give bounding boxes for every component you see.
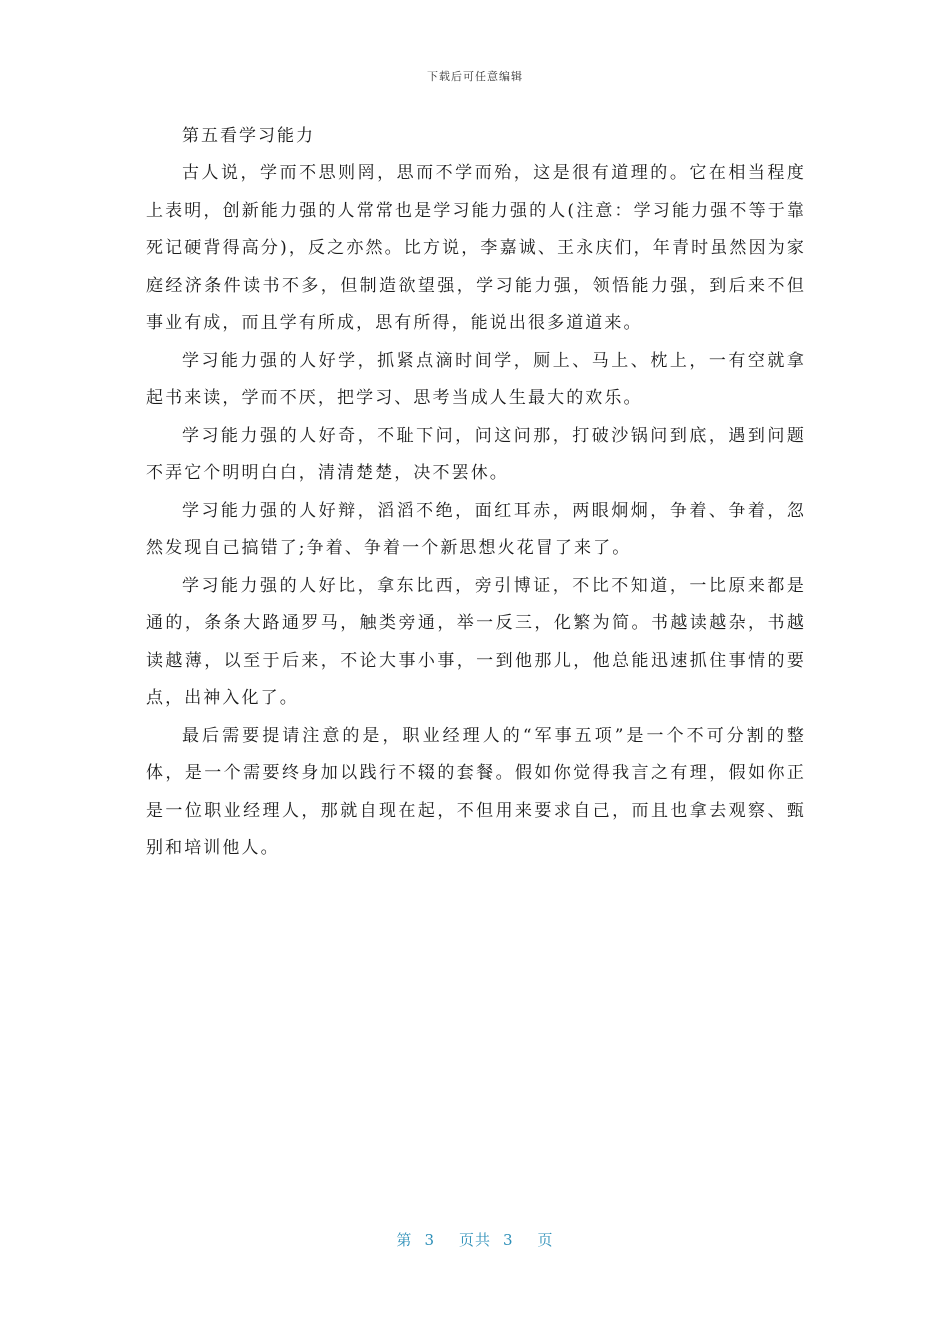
paragraph: 古人说，学而不思则罔，思而不学而殆，这是很有道理的。它在相当程度上表明，创新能力强的人常常也是学习能力强的人(注意：学习能力强不等于靠死记硬背得高分)，反之亦然。比方说，李嘉诚、王永庆们，年青时虽然因为家庭经济条件读书不多，但制造欲望强，学习能力强，领悟能力强，到后来不但事业有成，而且学有所成，思有所得，能说出很多道道来。 (146, 163, 806, 333)
paragraph: 学习能力强的人好辩，滔滔不绝，面红耳赤，两眼炯炯，争着、争着，忽然发现自己搞错了;争着、争着一个新思想火花冒了来了。 (146, 500, 806, 558)
page-header: 下载后可任意编辑 (427, 70, 523, 83)
total-pages-number: 3 (503, 1231, 514, 1249)
paragraph: 学习能力强的人好学，抓紧点滴时间学，厕上、马上、枕上，一有空就拿起书来读，学而不厌，把学习、思考当成人生最大的欢乐。 (146, 350, 806, 408)
paragraph: 学习能力强的人好比，拿东比西，旁引博证，不比不知道，一比原来都是通的，条条大路通罗马，触类旁通，举一反三，化繁为简。书越读越杂，书越读越薄，以至于后来，不论大事小事，一到他那儿，他总能迅速抓住事情的要点，出神入化了。 (146, 575, 806, 708)
section-heading: 第五看学习能力 (182, 126, 315, 146)
footer-suffix: 页 (537, 1231, 554, 1249)
paragraph: 学习能力强的人好奇，不耻下问，问这问那，打破沙锅问到底，遇到问题不弄它个明明白白，清清楚楚，决不罢休。 (146, 425, 806, 483)
paragraph: 最后需要提请注意的是，职业经理人的“军事五项”是一个不可分割的整体，是一个需要终身加以践行不辍的套餐。假如你觉得我言之有理，假如你正是一位职业经理人，那就自现在起，不但用来要求自己，而且也拿去观察、甄别和培训他人。 (146, 725, 806, 858)
footer-prefix: 第 (396, 1231, 413, 1249)
current-page-number: 3 (424, 1231, 435, 1249)
page-footer (0, 1229, 950, 1250)
document-body (146, 118, 806, 868)
footer-middle: 页共 (458, 1231, 491, 1249)
